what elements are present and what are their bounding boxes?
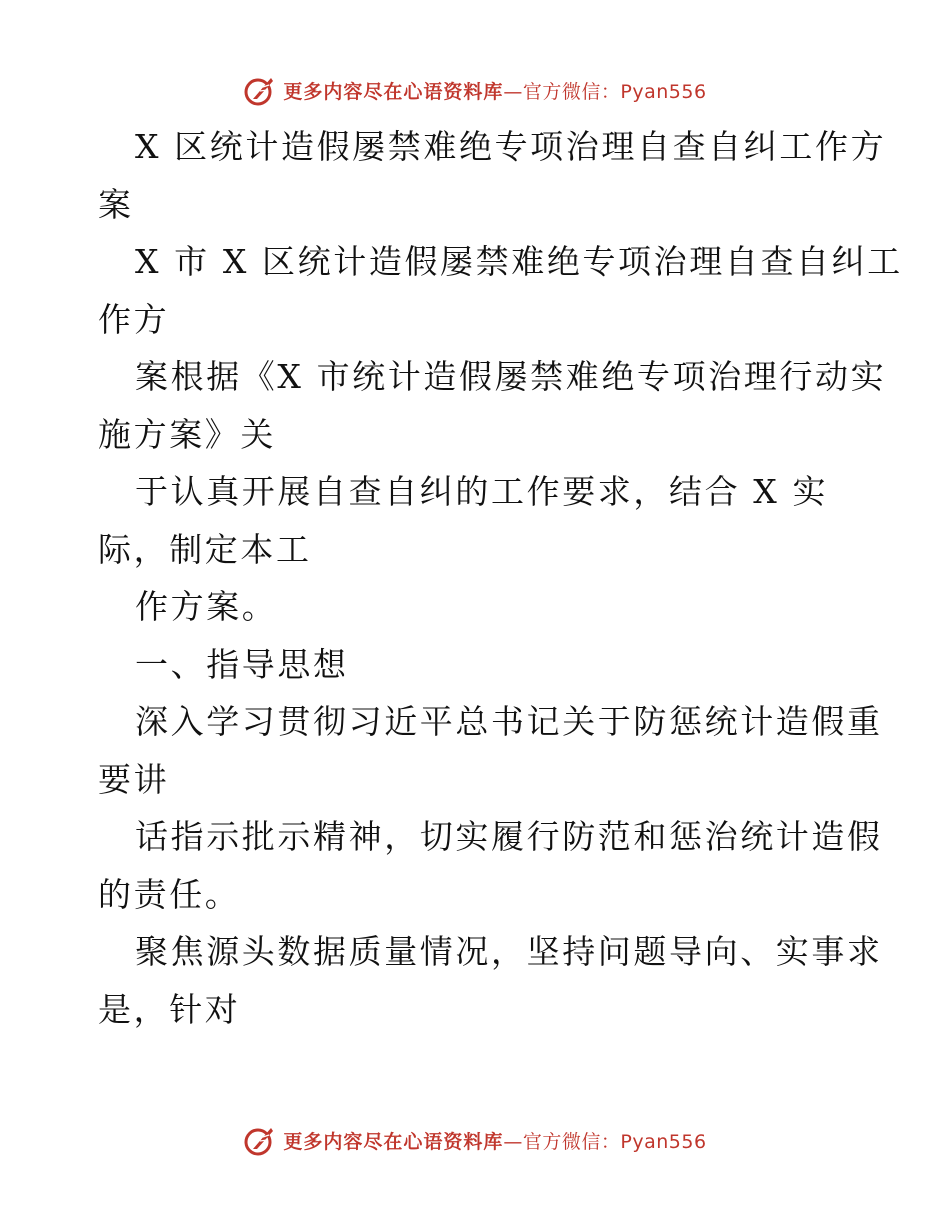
header-watermark [0,68,950,112]
text-line-3: X 市 X 区统计造假屡禁难绝专项治理自查自纠工 [135,242,903,281]
text-line-14: 的责任。 [98,874,241,914]
header-site-text: 更多内容尽在心语资料库 [283,80,504,103]
text-line-16: 是，针对 [98,989,241,1029]
text-line-5: 案根据《X 市统计造假屡禁难绝专项治理行动实 [135,357,887,396]
document-body [98,118,903,1038]
text-line-12: 要讲 [98,759,170,799]
text-line-13: 话指示批示精神，切实履行防范和惩治统计造假 [135,817,883,856]
title-line-2: 案 [98,184,134,224]
footer-contact-text: —官方微信：Pyan556 [503,1130,707,1153]
text-line-8: 际，制定本工 [98,529,312,569]
section-heading: 一、指导思想 [135,644,349,684]
text-line-9: 作方案。 [135,587,278,626]
title-line-1: X 区统计造假屡禁难绝专项治理自查自纠工作方 [135,127,887,166]
text-line-4: 作方 [98,299,170,339]
feather-circle-icon [243,1123,277,1157]
header-contact-text: —官方微信：Pyan556 [503,80,707,103]
text-line-6: 施方案》关 [98,414,276,454]
feather-circle-icon [243,73,277,107]
footer-site-text: 更多内容尽在心语资料库 [283,1130,504,1153]
footer-watermark [0,1118,950,1162]
text-line-15: 聚焦源头数据质量情况，坚持问题导向、实事求 [135,932,883,971]
text-line-11: 深入学习贯彻习近平总书记关于防惩统计造假重 [135,702,883,741]
text-line-7: 于认真开展自查自纠的工作要求，结合 X 实 [135,472,829,511]
